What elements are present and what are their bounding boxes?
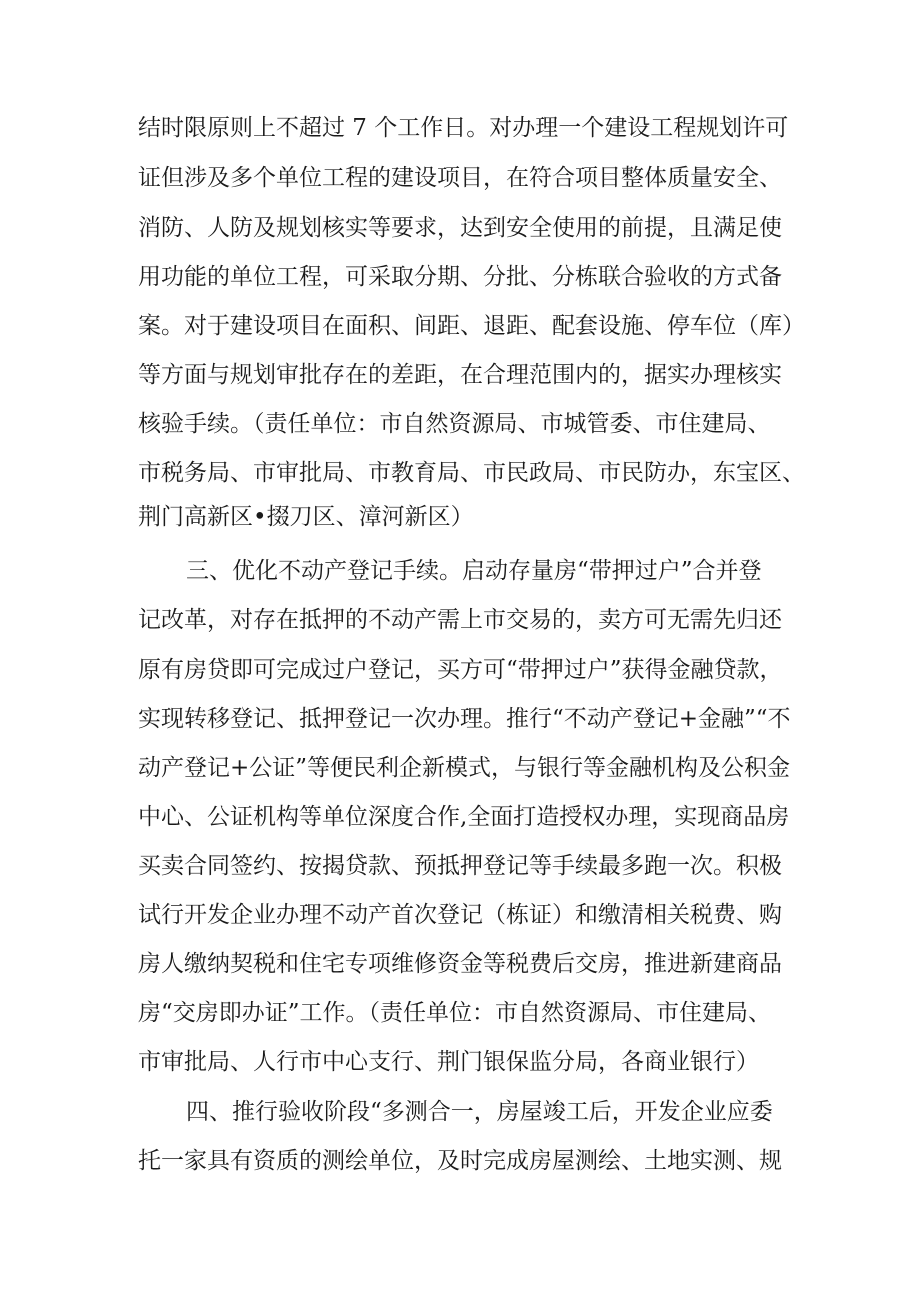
text-line: 等方面与规划审批存在的差距，在合理范围内的，据实办理核实 [138,362,782,388]
text-line: 案。对于建设项目在面积、间距、退距、配套设施、停车位（库） [138,313,805,339]
section-heading-line: 三、优化不动产登记手续。启动存量房“带押过户”合并登 [186,558,762,584]
text-line: 实现转移登记、抵押登记一次办理。推行“不动产登记+金融”“不 [138,706,791,732]
text-line: 用功能的单位工程，可采取分期、分批、分栋联合验收的方式备 [138,264,782,290]
text-line: 市税务局、市审批局、市教育局、市民政局、市民防办，东宝区、 [138,460,805,486]
text-line: 荆门高新区•掇刀区、漳河新区） [138,504,474,530]
text-line: 市审批局、人行市中心支行、荆门银保监分局，各商业银行） [138,1049,759,1075]
text-line: 结时限原则上不超过 7 个工作日。对办理一个建设工程规划许可 [138,115,789,141]
text-line: 动产登记+公证”等便民利企新模式，与银行等金融机构及公积金 [138,755,791,781]
text-line: 核验手续。（责任单位：市自然资源局、市城管委、市住建局、 [138,411,771,437]
text-line: 房“交房即办证”工作。（责任单位：市自然资源局、市住建局、 [138,1000,772,1026]
section-heading-line: 四、推行验收阶段“多测合一，房屋竣工后，开发企业应委 [186,1099,773,1125]
text-line: 买卖合同签约、按揭贷款、预抵押登记等手续最多跑一次。积极 [138,853,782,879]
text-line: 中心、公证机构等单位深度合作,全面打造授权办理，实现商品房 [138,804,790,830]
text-line: 托一家具有资质的测绘单位，及时完成房屋测绘、土地实测、规 [138,1148,782,1174]
text-line: 记改革，对存在抵押的不动产需上市交易的，卖方可无需先归还 [138,607,782,633]
text-line: 房人缴纳契税和住宅专项维修资金等税费后交房，推进新建商品 [138,951,782,977]
text-line: 试行开发企业办理不动产首次登记（栋证）和缴清相关税费、购 [138,902,782,928]
text-line: 证但涉及多个单位工程的建设项目，在符合项目整体质量安全、 [138,165,782,191]
text-line: 消防、人防及规划核实等要求，达到安全使用的前提，且满足使 [138,215,782,241]
text-line: 原有房贷即可完成过户登记，买方可“带押过户”获得金融贷款， [138,657,783,683]
